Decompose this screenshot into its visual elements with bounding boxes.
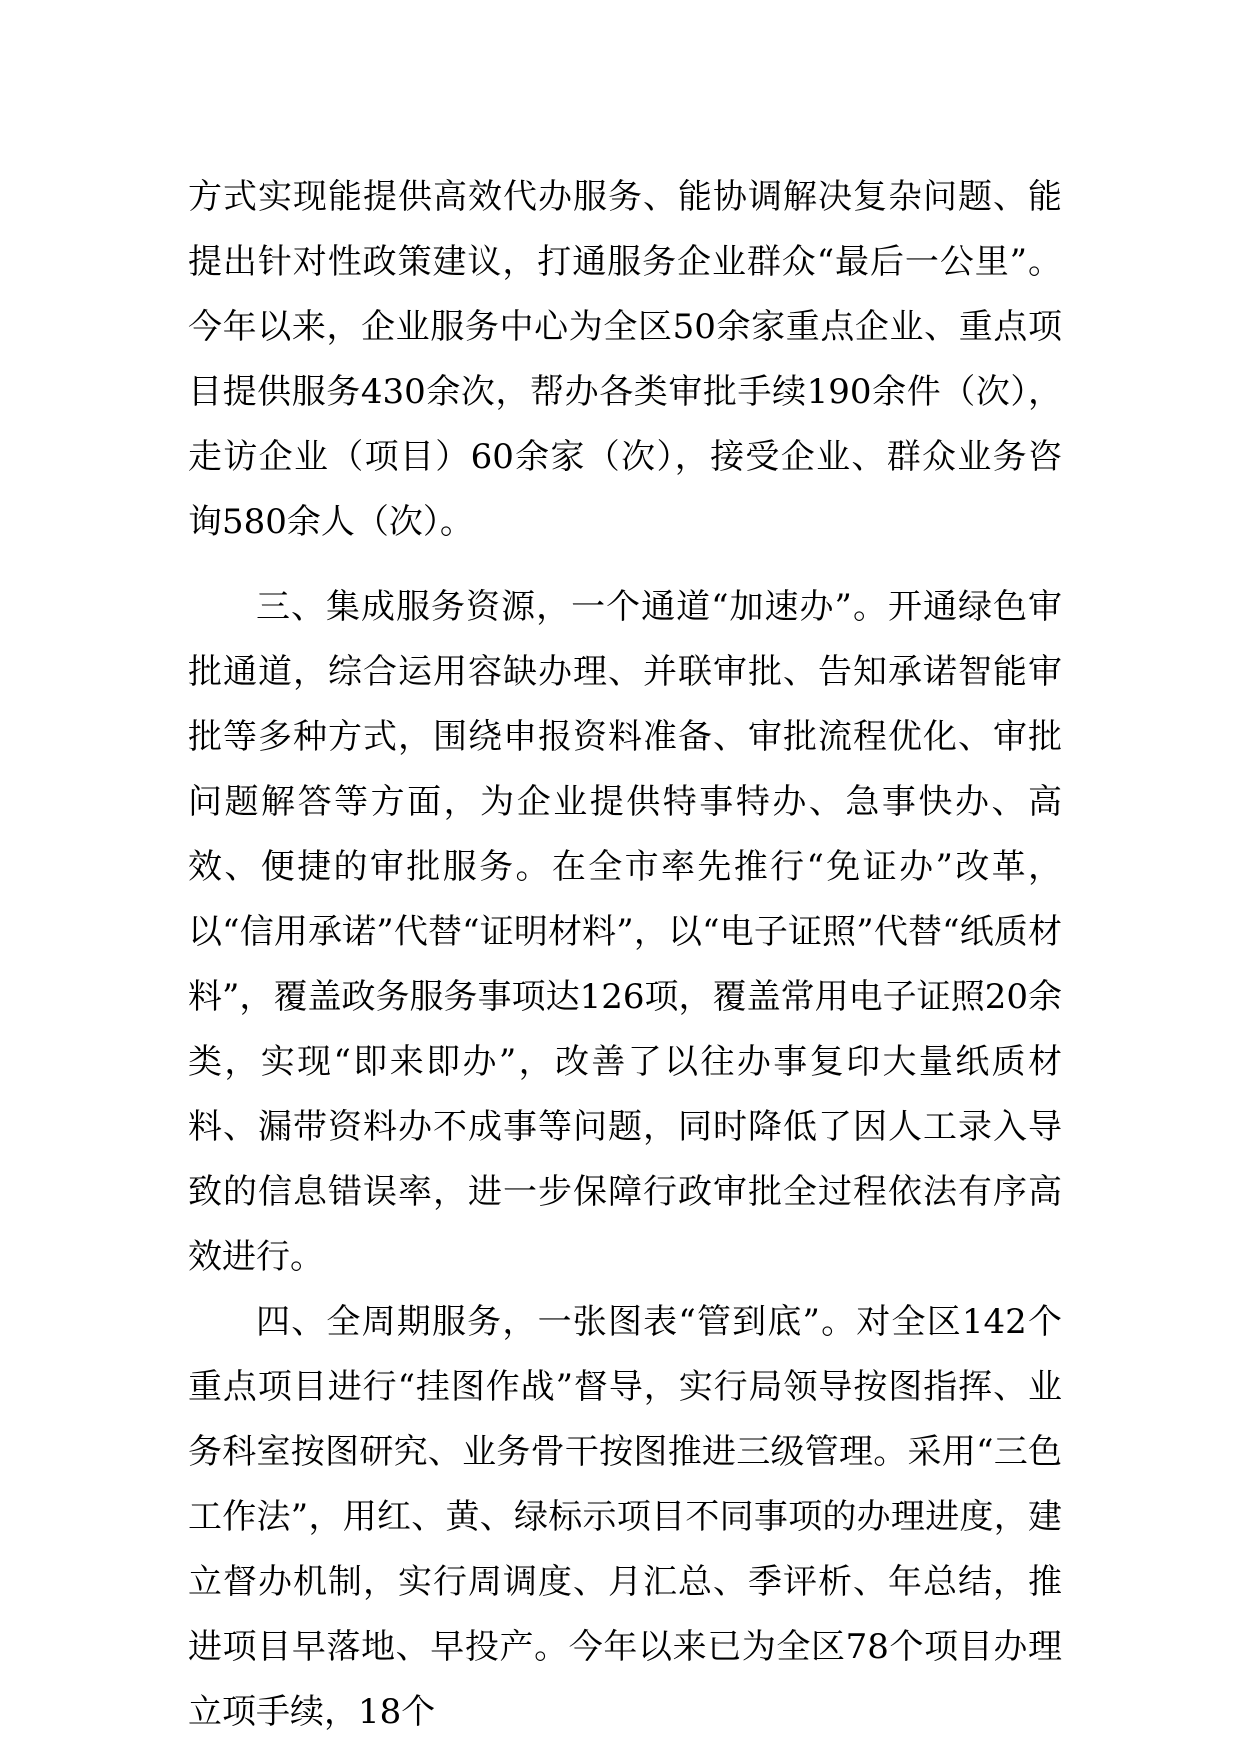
paragraph-gap	[188, 555, 1062, 575]
document-body	[188, 165, 1062, 1745]
paragraph-section-four: 四、全周期服务，一张图表“管到底”。对全区142个重点项目进行“挂图作战”督导，实行局领导按图指挥、业务科室按图研究、业务骨干按图推进三级管理。采用“三色工作法”，用红、黄、绿标示项目不同事项的办理进度，建立督办机制，实行周调度、月汇总、季评析、年总结，推进项目早落地、早投产。今年以来已为全区78个项目办理立项手续，18个	[188, 1302, 1062, 1732]
paragraph-continued: 方式实现能提供高效代办服务、能协调解决复杂问题、能提出针对性政策建议，打通服务企业群众“最后一公里”。今年以来，企业服务中心为全区50余家重点企业、重点项目提供服务430余次，帮办各类审批手续190余件（次），走访企业（项目）60余家（次），接受企业、群众业务咨询580余人（次）。	[188, 177, 1062, 542]
paragraph-section-three: 三、集成服务资源，一个通道“加速办”。开通绿色审批通道，综合运用容缺办理、并联审批、告知承诺智能审批等多种方式，围绕申报资料准备、审批流程优化、审批问题解答等方面，为企业提供特事特办、急事快办、高效、便捷的审批服务。在全市率先推行“免证办”改革，以“信用承诺”代替“证明材料”，以“电子证照”代替“纸质材料”，覆盖政务服务事项达126项，覆盖常用电子证照20余类，实现“即来即办”，改善了以往办事复印大量纸质材料、漏带资料办不成事等问题，同时降低了因人工录入导致的信息错误率，进一步保障行政审批全过程依法有序高效进行。	[188, 587, 1062, 1277]
